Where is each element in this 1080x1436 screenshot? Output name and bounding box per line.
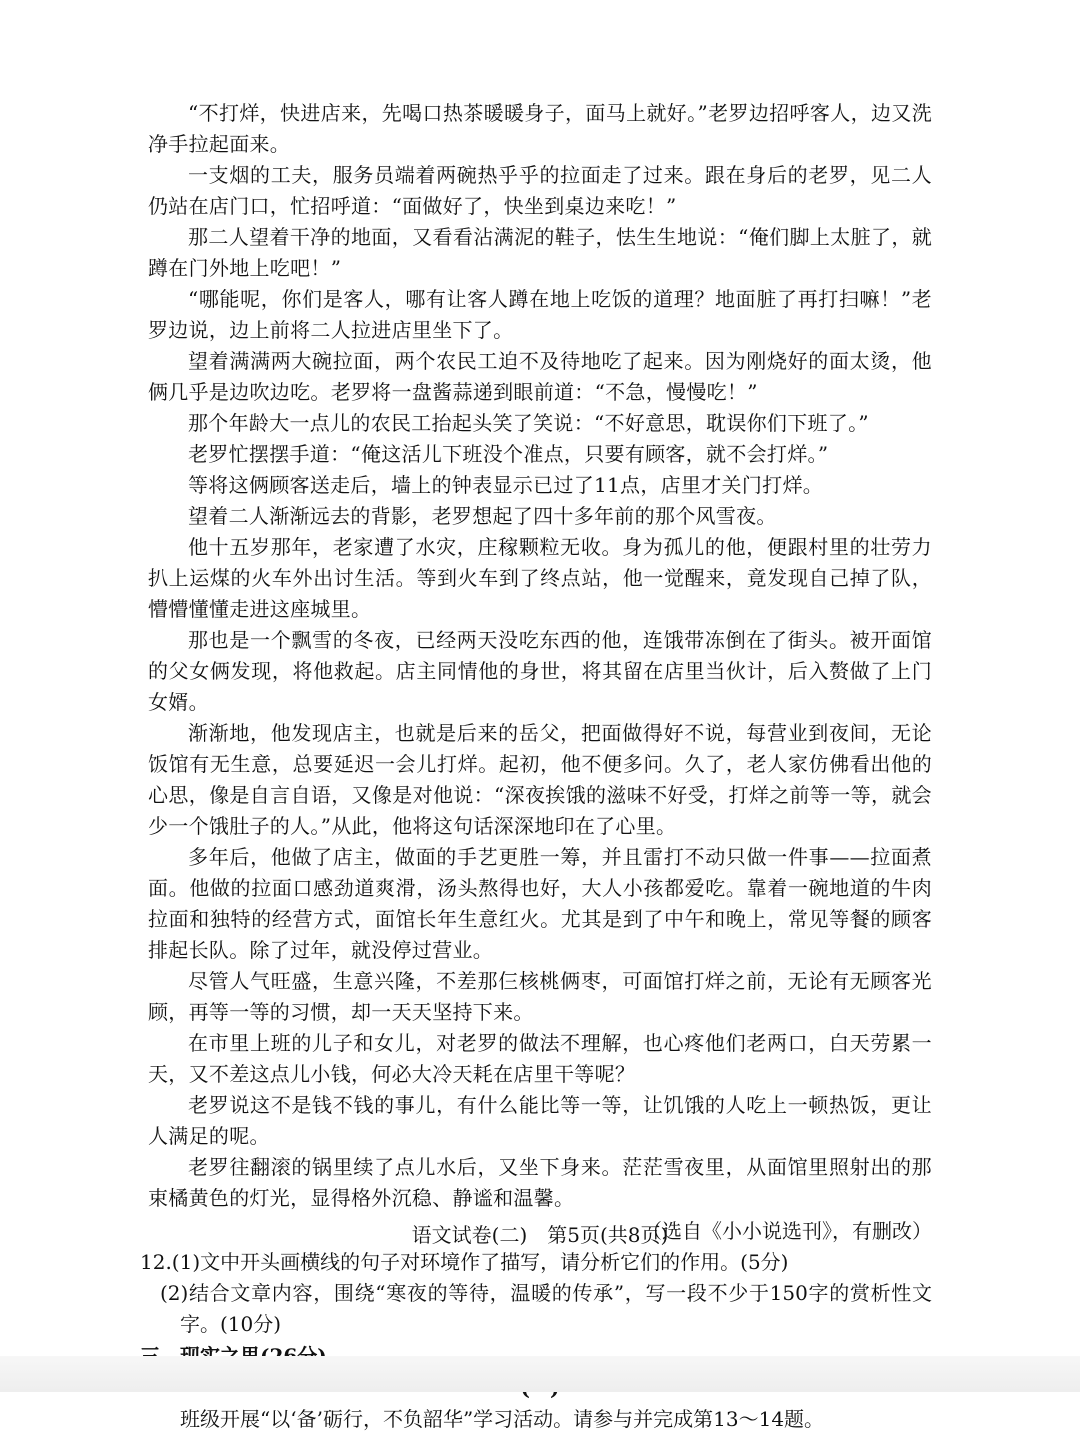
story-paragraph: 在市里上班的儿子和女儿，对老罗的做法不理解，也心疼他们老两口，白天劳累一天，又不差这点儿小钱，何必大冷天耗在店里干等呢？ [148, 1031, 932, 1086]
story-paragraph: 渐渐地，他发现店主，也就是后来的岳父，把面做得好不说，每营业到夜间，无论饭馆有无生意，总要延迟一会儿打烊。起初，他不便多问。久了，老人家仿佛看出他的心思，像是自言自语，又像是对他说：“深夜挨饿的滋味不好受，打烊之前等一等，就会少一个饿肚子的人。”从此，他将这句话深深地印在了心里。 [148, 721, 932, 838]
section-intro: 班级开展“以‘备’砺行，不负韶华”学习活动。请参与并完成第13～14题。 [180, 1407, 825, 1431]
story-paragraph: 尽管人气旺盛，生意兴隆，不差那仨核桃俩枣，可面馆打烊之前，无论有无顾客光顾，再等一等的习惯，却一天天坚持下来。 [148, 969, 932, 1024]
story-paragraph: 那也是一个飘雪的冬夜，已经两天没吃东西的他，连饿带冻倒在了街头。被开面馆的父女俩发现，将他救起。店主同情他的身世，将其留在店里当伙计，后入赘做了上门女婿。 [148, 628, 932, 714]
question-12-1: 12.(1)文中开头画横线的句子对环境作了描写，请分析它们的作用。(5分) [140, 1250, 789, 1274]
story-paragraph: 老罗忙摆摆手道：“俺这活儿下班没个准点，只要有顾客，就不会打烊。” [188, 442, 829, 466]
story-paragraph: 那个年龄大一点儿的农民工抬起头笑了笑说：“不好意思，耽误你们下班了。” [188, 411, 869, 435]
source-citation: （选自《小小说选刊》，有删改） [642, 1219, 932, 1243]
question-12-2: (2)结合文章内容，围绕“寒夜的等待，温暖的传承”，写一段不少于150字的赏析性文字。(10分) [160, 1281, 932, 1336]
story-paragraph: 望着二人渐渐远去的背影，老罗想起了四十多年前的那个风雪夜。 [188, 504, 777, 528]
story-paragraph: 多年后，他做了店主，做面的手艺更胜一筹，并且雷打不动只做一件事——拉面煮面。他做的拉面口感劲道爽滑，汤头熬得也好，大人小孩都爱吃。靠着一碗地道的牛肉拉面和独特的经营方式，面馆长年生意红火。尤其是到了中午和晚上，常见等餐的顾客排起长队。除了过年，就没停过营业。 [148, 845, 932, 962]
story-paragraph: 老罗说这不是钱不钱的事儿，有什么能比等一等，让饥饿的人吃上一顿热饭，更让人满足的呢。 [148, 1093, 932, 1148]
story-paragraph: “哪能呢，你们是客人，哪有让客人蹲在地上吃饭的道理？地面脏了再打扫嘛！”老罗边说，边上前将二人拉进店里坐下了。 [148, 287, 932, 342]
story-paragraph: 那二人望着干净的地面，又看看沾满泥的鞋子，怯生生地说：“俺们脚上太脏了，就蹲在门外地上吃吧！” [148, 225, 932, 280]
story-paragraph: 他十五岁那年，老家遭了水灾，庄稼颗粒无收。身为孤儿的他，便跟村里的壮劳力扒上运煤的火车外出讨生活。等到火车到了终点站，他一觉醒来，竟发现自己掉了队，懵懵懂懂走进这座城里。 [148, 535, 932, 621]
scan-bottom-edge [0, 1356, 1080, 1392]
story-paragraph: “不打烊，快进店来，先喝口热茶暖暖身子，面马上就好。”老罗边招呼客人，边又洗净手拉起面来。 [148, 101, 932, 156]
story-paragraph: 一支烟的工夫，服务员端着两碗热乎乎的拉面走了过来。跟在身后的老罗，见二人仍站在店门口，忙招呼道：“面做好了，快坐到桌边来吃！” [148, 163, 932, 218]
story-paragraph: 老罗往翻滚的锅里续了点儿水后，又坐下身来。茫茫雪夜里，从面馆里照射出的那束橘黄色的灯光，显得格外沉稳、静谧和温馨。 [148, 1155, 932, 1210]
page-footer: 语文试卷(二) 第5页(共8页) [411, 1223, 669, 1247]
story-paragraph: 望着满满两大碗拉面，两个农民工迫不及待地吃了起来。因为刚烧好的面太烫，他俩几乎是边吹边吃。老罗将一盘酱蒜递到眼前道：“不急，慢慢吃！” [148, 349, 932, 404]
story-paragraph: 等将这俩顾客送走后，墙上的钟表显示已过了11点，店里才关门打烊。 [188, 473, 824, 497]
story-text [148, 98, 932, 1214]
